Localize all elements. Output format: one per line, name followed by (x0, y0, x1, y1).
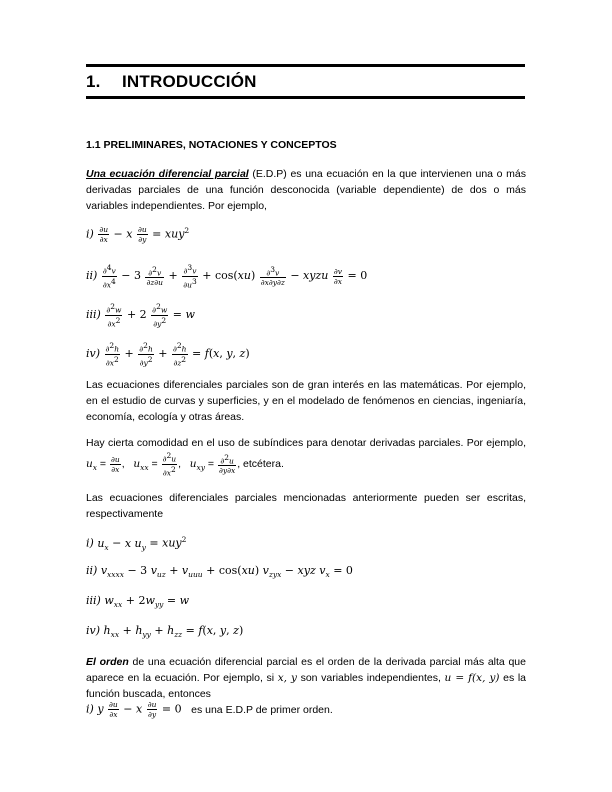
eq-label: i) (86, 536, 94, 550)
order-paragraph: El orden de una ecuación diferencial parcial es el orden de la derivada parcial más alta que aparece en la ecuación. Por ejemplo, si x, y son variables independientes, u = f(x, y) es la función buscada, entonces (86, 656, 526, 700)
equation-iii: iii) $\frac{\partial^2w}{\partial x^2}$ + 2 $\frac{\partial^2w}{\partial y^2}$ = w (86, 302, 195, 328)
subscript-lead: Hay cierta comodidad en el uso de subíndices para denotar derivadas parciales. Por ejemplo, (86, 437, 526, 449)
top-rule (86, 64, 525, 67)
eq-label: ii) (86, 269, 98, 282)
equation-i: i) $\frac{\partial u}{\partial x}$ − x $\frac{\partial u}{\partial y}$ = xuy$^2$ (86, 225, 190, 244)
subscript-equation-ii: ii) $v_{xxxx} - 3$ $v_{uz} + v_{uuu} + \cos(xu) v_{zyx}$ − xyz $v_x = 0$ (86, 564, 353, 580)
subscript-paragraph: Hay cierta comodidad en el uso de subíndices para denotar derivadas parciales. Por ejemplo, $u_x$ = $\frac{\partial u}{\partial x}$ , $u_{xx}$ = $\frac{\partial^2u}{\partial x^2}$ , $u_{xy}$ = $\frac{\partial^2u}{\partial y\partial x}$ , etcétera. (86, 437, 526, 477)
eq-label: i) (86, 227, 94, 241)
order-text-2: son variables independientes, (300, 672, 441, 684)
order-example-text: es una E.D.P de primer orden. (191, 703, 333, 716)
subscript-equation-iii: iii) $w_{xx} + 2w_{yy} = w$ (86, 594, 190, 610)
chapter-number: 1. (86, 72, 101, 91)
bottom-rule (86, 96, 525, 99)
order-text-1: de una ecuación diferencial parcial es el orden de la derivada parcial más alta que aparece en la ecuación. Por ejemplo, si (86, 656, 526, 684)
written-paragraph: Las ecuaciones diferenciales parciales mencionadas anteriormente pueden ser escritas, respectivamente (86, 492, 526, 520)
chapter-heading (86, 72, 257, 92)
section-heading: 1.1 PRELIMINARES, NOTACIONES Y CONCEPTOS (86, 139, 337, 151)
eq-label: iv) (86, 347, 101, 360)
eq-label: iii) (86, 594, 101, 607)
equation-ii: ii) $\frac{\partial^4v}{\partial x^4}$ − 3 $\frac{\partial^2v}{\partial z\partial u}$ + $\frac{\partial^3v}{\partial u^3}$ + cos(xu) $\frac{\partial^3v}{\partial x\partial y\partial z}$ − xyzu $\frac{\partial v}{\partial x}$ = 0 (86, 263, 368, 289)
eq-label: i) (86, 702, 94, 716)
intro-term: Una ecuación diferencial parcial (86, 168, 249, 180)
subscript-tail: , etcétera. (237, 457, 284, 470)
chapter-title: INTRODUCCIÓN (122, 72, 257, 91)
order-example: i) y $\frac{\partial u}{\partial x}$ − x $\frac{\partial u}{\partial y}$ = 0 es una E.D.P de primer orden. (86, 700, 333, 719)
equation-iv: iv) $\frac{\partial^2h}{\partial x^2}$ + $\frac{\partial^2h}{\partial y^2}$ + $\frac{\partial^2h}{\partial z^2}$ = f(x, y, z) (86, 341, 250, 367)
intro-paragraph (86, 166, 526, 214)
subscript-equation-iv: iv) $h_{xx} + h_{yy} + h_{zz} = f(x$, y, z) (86, 624, 244, 640)
eq-label: iii) (86, 308, 101, 321)
order-text-3: es la función buscada, entonces (86, 672, 526, 700)
intro-text: (E.D.P) es una ecuación en la que intervienen una o más derivadas parciales de una función desconocida (variable dependiente) de dos o más variables independientes. Por ejemplo, (86, 168, 526, 212)
eq-label: iv) (86, 624, 101, 637)
eq-label: ii) (86, 564, 98, 577)
subscript-equation-i: i) $u_x - x$ $u_y = xuy^2$ (86, 535, 187, 552)
order-term: El orden (86, 656, 129, 668)
interest-paragraph: Las ecuaciones diferenciales parciales son de gran interés en las matemáticas. Por ejemplo, en el estudio de curvas y superficies, y en el modelado de fenómenos en ciencias, ingeniaría, economía, ecología y otras áreas. (86, 379, 526, 423)
